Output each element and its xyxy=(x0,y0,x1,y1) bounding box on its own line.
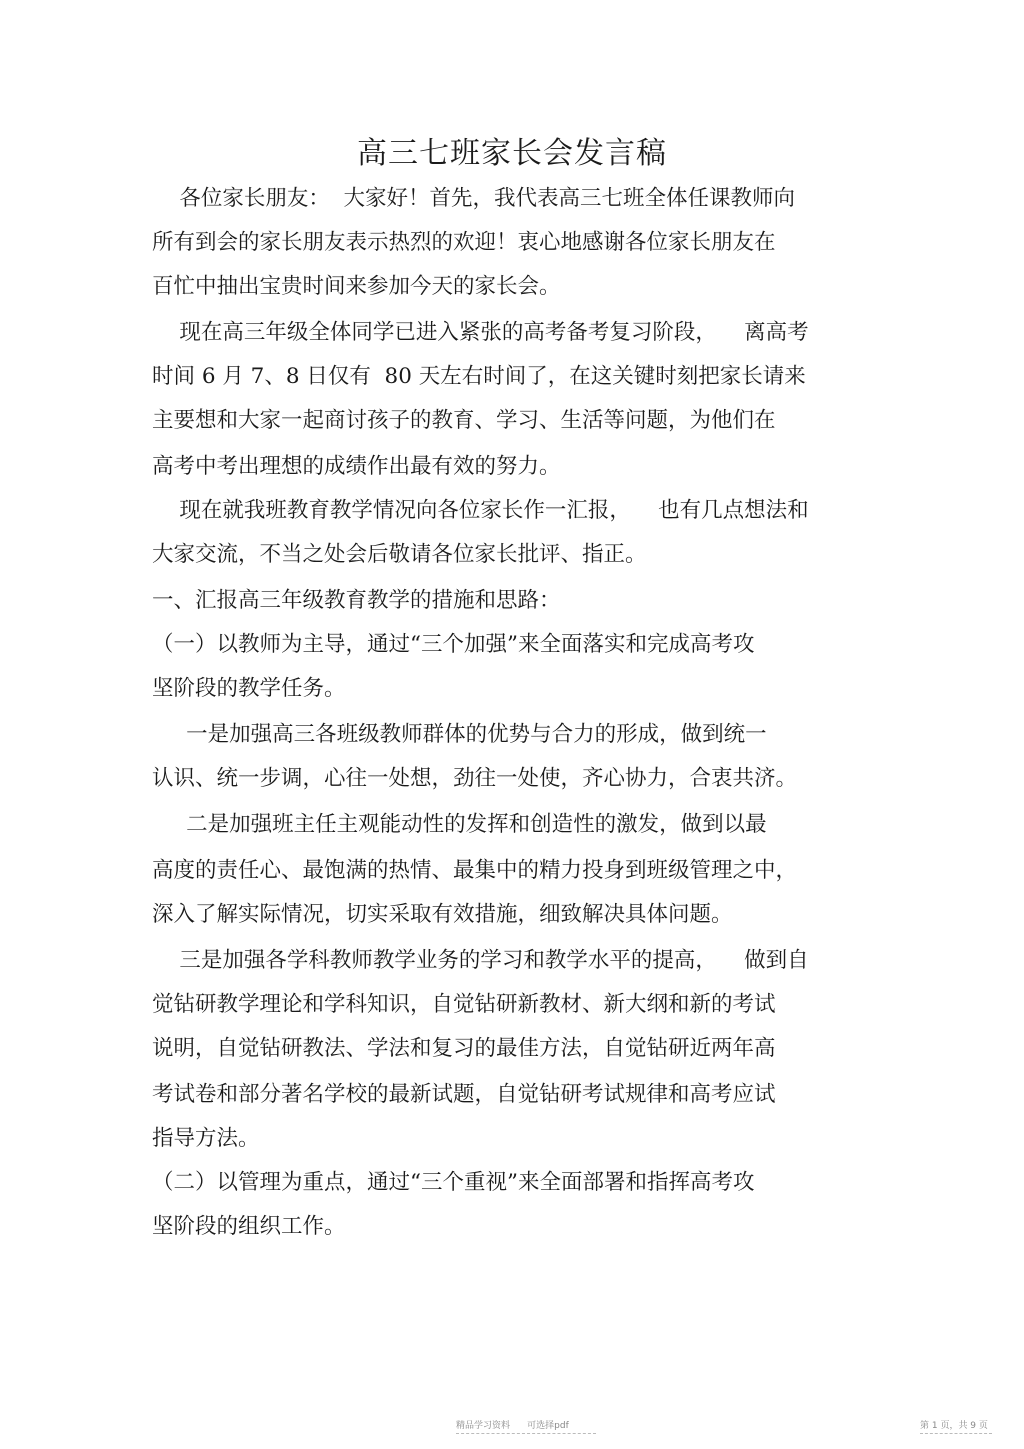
body-line: 时间 6 月 7、8 日仅有 80 天左右时间了，在这关键时刻把家长请来 xyxy=(152,364,806,389)
body-line: 坚阶段的组织工作。 xyxy=(152,1214,346,1239)
body-line: 所有到会的家长朋友表示热烈的欢迎！衷心地感谢各位家长朋友在 xyxy=(152,230,776,255)
body-line: 各位家长朋友： 大家好！首先，我代表高三七班全体任课教师向 xyxy=(152,186,796,211)
body-line: （一）以教师为主导，通过“三个加强”来全面落实和完成高考攻 xyxy=(152,632,755,657)
footer-divider-left xyxy=(456,1433,596,1434)
body-line: 二是加强班主任主观能动性的发挥和创造性的激发，做到以最 xyxy=(152,812,767,837)
body-line: 觉钻研教学理论和学科知识，自觉钻研新教材、新大纲和新的考试 xyxy=(152,992,776,1017)
page-number: 第 1 页，共 9 页 xyxy=(920,1421,988,1431)
body-line: 高考中考出理想的成绩作出最有效的努力。 xyxy=(152,454,561,479)
body-line: 现在就我班教育教学情况向各位家长作一汇报， 也有几点想法和 xyxy=(152,498,809,523)
body-line: 三是加强各学科教师教学业务的学习和教学水平的提高， 做到自 xyxy=(152,948,809,973)
body-line: 一、汇报高三年级教育教学的措施和思路： xyxy=(152,588,561,613)
body-line: 百忙中抽出宝贵时间来参加今天的家长会。 xyxy=(152,274,561,299)
footer-divider-right xyxy=(920,1433,992,1434)
body-line: 主要想和大家一起商讨孩子的教育、学习、生活等问题，为他们在 xyxy=(152,408,776,433)
body-line: 考试卷和部分著名学校的最新试题，自觉钻研考试规律和高考应试 xyxy=(152,1082,776,1107)
body-line: 高度的责任心、最饱满的热情、最集中的精力投身到班级管理之中， xyxy=(152,858,798,883)
body-line: 一是加强高三各班级教师群体的优势与合力的形成，做到统一 xyxy=(152,722,767,747)
footer-watermark-text: 精品学习资料 可选择pdf xyxy=(456,1421,569,1431)
body-line: 深入了解实际情况，切实采取有效措施，细致解决具体问题。 xyxy=(152,902,733,927)
body-line: 认识、统一步调，心往一处想，劲往一处使，齐心协力，合衷共济。 xyxy=(152,766,798,791)
body-line: 现在高三年级全体同学已进入紧张的高考备考复习阶段， 离高考 xyxy=(152,320,809,345)
document-title: 高三七班家长会发言稿 xyxy=(357,136,667,171)
body-line: 大家交流，不当之处会后敬请各位家长批评、指正。 xyxy=(152,542,647,567)
body-line: 指导方法。 xyxy=(152,1126,260,1151)
body-line: 坚阶段的教学任务。 xyxy=(152,676,346,701)
body-line: 说明，自觉钻研教法、学法和复习的最佳方法，自觉钻研近两年高 xyxy=(152,1036,776,1061)
body-line: （二）以管理为重点，通过“三个重视”来全面部署和指挥高考攻 xyxy=(152,1170,755,1195)
